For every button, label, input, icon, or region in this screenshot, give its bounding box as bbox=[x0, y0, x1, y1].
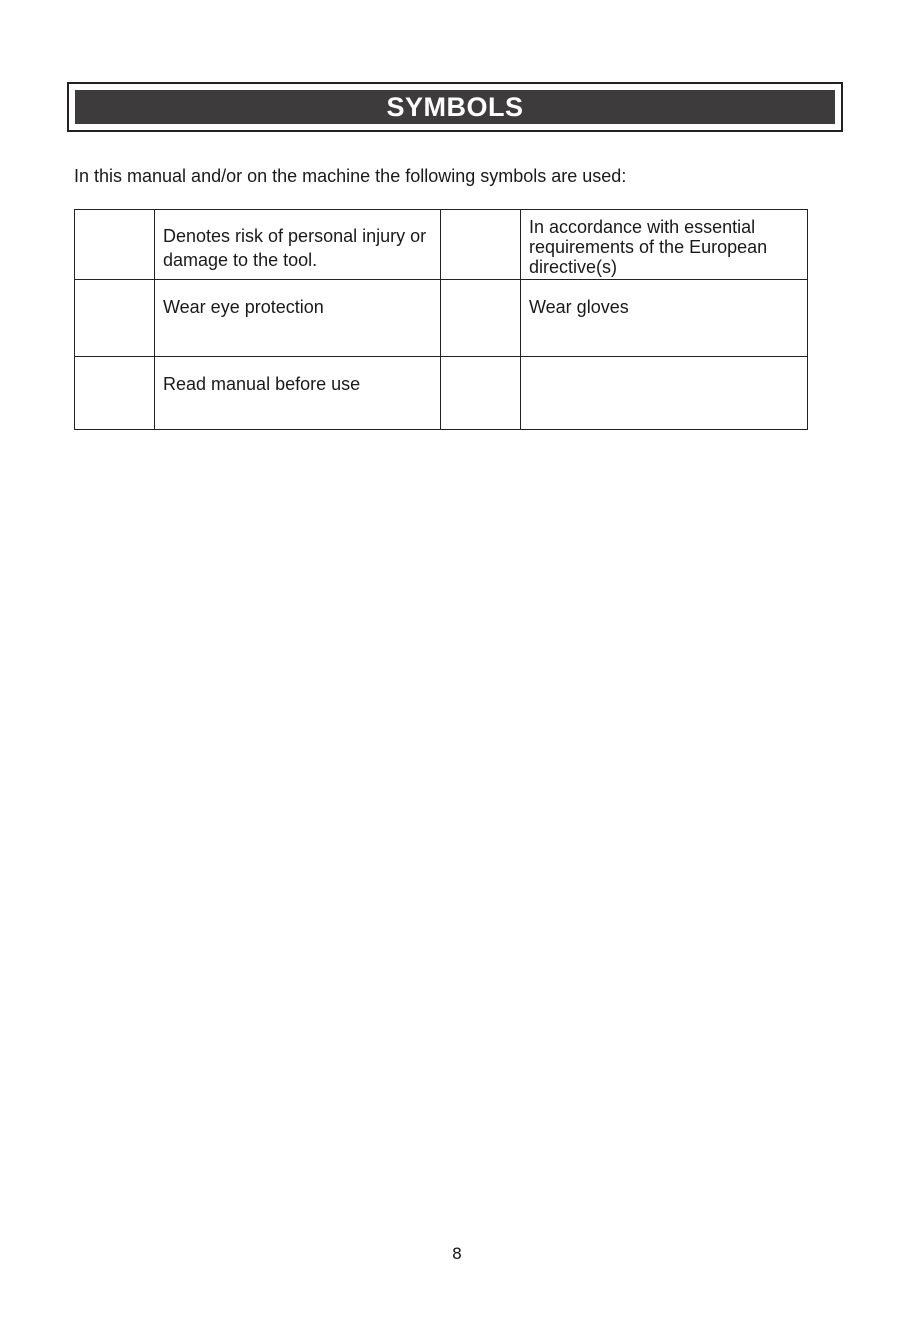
table-row bbox=[75, 280, 808, 357]
description-cell bbox=[521, 280, 808, 357]
symbol-cell bbox=[75, 357, 155, 430]
description-text bbox=[521, 357, 807, 372]
table-row bbox=[75, 357, 808, 430]
table-row bbox=[75, 210, 808, 280]
description-text: Wear gloves bbox=[529, 297, 629, 317]
description-cell bbox=[155, 280, 441, 357]
intro-text: In this manual and/or on the machine the following symbols are used: bbox=[74, 166, 627, 186]
symbol-cell bbox=[75, 280, 155, 357]
title-frame bbox=[67, 82, 843, 132]
symbol-cell bbox=[441, 357, 521, 430]
page-number: 8 bbox=[451, 1244, 463, 1263]
description-text: Denotes risk of personal injury or damage to the tool. bbox=[163, 226, 427, 270]
symbol-cell bbox=[75, 210, 155, 280]
description-text: Read manual before use bbox=[163, 374, 361, 394]
symbol-cell bbox=[441, 210, 521, 280]
symbols-table bbox=[74, 209, 808, 430]
description-cell bbox=[521, 210, 808, 280]
description-cell bbox=[521, 357, 808, 430]
page-title: SYMBOLS bbox=[386, 91, 524, 122]
title-bar bbox=[75, 90, 835, 124]
description-text: Wear eye protection bbox=[163, 297, 324, 317]
description-text: In accordance with essential requirements of the European directive(s) bbox=[529, 217, 768, 277]
symbol-cell bbox=[441, 280, 521, 357]
description-cell bbox=[155, 357, 441, 430]
description-cell bbox=[155, 210, 441, 280]
